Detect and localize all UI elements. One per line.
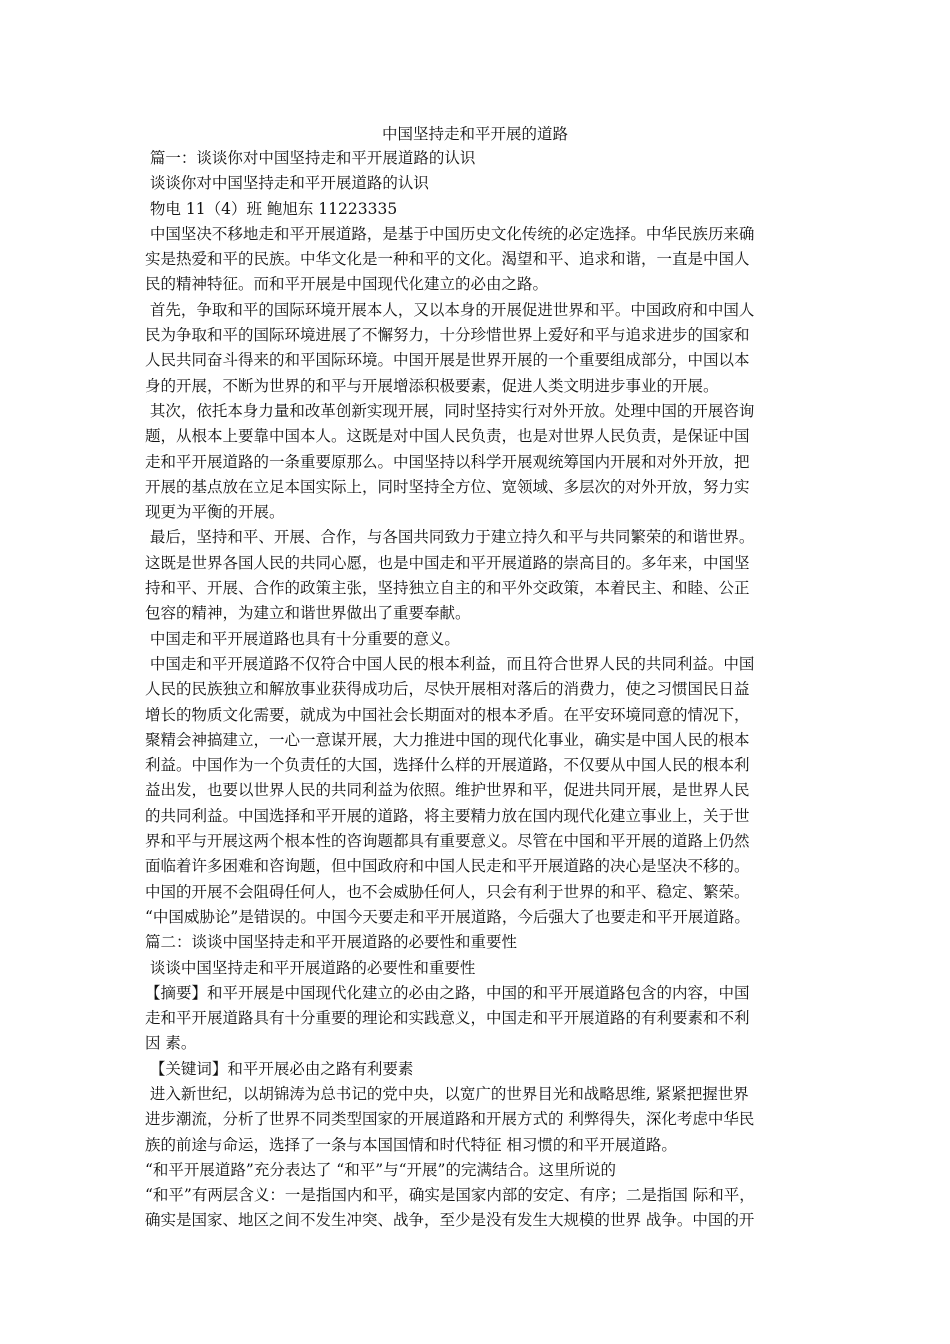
text-line: 中国的开展不会阻碍任何人，也不会威胁任何人，只会有利于世界的和平、稳定、繁荣。 [145,882,750,901]
text-line: 人民的民族独立和解放事业获得成功后，尽快开展相对落后的消费力，使之习惯国民日益 [145,680,750,699]
text-line: 这既是世界各国人民的共同心愿，也是中国走和平开展道路的崇高目的。多年来，中国坚 [145,553,750,572]
text-line: 包容的精神，为建立和谐世界做出了重要奉献。 [145,604,471,623]
text-line: 的共同利益。中国选择和平开展的道路，将主要精力放在国内现代化建立事业上，关于世 [145,806,750,825]
text-line: 族的前途与命运，选择了一条与本国国情和时代特征 相习惯的和平开展道路。 [145,1135,677,1154]
text-line: 利益。中国作为一个负责任的大国，选择什么样的开展道路，不仅要从中国人民的根本利 [145,756,750,775]
text-line: 【关键词】和平开展必由之路有利要素 [145,1059,414,1078]
text-line: 谈谈你对中国坚持走和平开展道路的认识 [145,174,429,193]
text-line: 因 素。 [145,1034,197,1053]
text-line: “和平”有两层含义：一是指国内和平，确实是国家内部的安定、有序；二是指国 际和平， [145,1186,755,1205]
text-line: 【摘要】和平开展是中国现代化建立的必由之路，中国的和平开展道路包含的内容，中国 [145,983,750,1002]
text-line: 进步潮流，分析了世界不同类型国家的开展道路和开展方式的 利弊得失，深化考虑中华民 [145,1110,755,1129]
text-line: 开展的基点放在立足本国实际上，同时坚持全方位、宽领域、多层次的对外开放，努力实 [145,477,750,496]
text-line: “和平开展道路”充分表达了 “和平”与“开展”的完满结合。这里所说的 [145,1160,616,1179]
text-line: 首先，争取和平的国际环境开展本人，又以本身的开展促进世界和平。中国政府和中国人 [145,300,755,319]
document-body [145,146,825,1234]
text-line: 实是热爱和平的民族。中华文化是一种和平的文化。渴望和平、追求和谐，一直是中国人 [145,250,750,269]
text-line: 聚精会神搞建立，一心一意谋开展，大力推进中国的现代化事业，确实是中国人民的根本 [145,730,750,749]
text-line: 人民共同奋斗得来的和平国际环境。中国开展是世界开展的一个重要组成部分，中国以本 [145,351,750,370]
text-line: 其次，依托本身力量和改革创新实现开展，同时坚持实行对外开放。处理中国的开展咨询 [145,401,755,420]
text-line: 中国走和平开展道路不仅符合中国人民的根本利益，而且符合世界人民的共同利益。中国 [145,654,755,673]
text-line: 篇二：谈谈中国坚持走和平开展道路的必要性和重要性 [145,933,518,952]
text-line: 持和平、开展、合作的政策主张，坚持独立自主的和平外交政策，本着民主、和睦、公正 [145,579,750,598]
text-line: 民为争取和平的国际环境进展了不懈努力，十分珍惜世界上爱好和平与追求进步的国家和 [145,326,750,345]
text-line: 篇一：谈谈你对中国坚持走和平开展道路的认识 [145,149,476,167]
text-line: 进入新世纪，以胡锦涛为总书记的党中央，以宽广的世界目光和战略思维, 紧紧把握世界 [145,1084,749,1103]
text-line: “中国威胁论”是错误的。中国今天要走和平开展道路，今后强大了也要走和平开展道路。 [145,907,750,926]
text-line: 现更为平衡的开展。 [145,503,285,522]
text-line: 益出发，也要以世界人民的共同利益为依照。维护世界和平，促进共同开展，是世界人民 [145,781,750,800]
text-line: 物电 11（4）班 鲍旭东 11223335 [145,199,398,218]
text-line: 确实是国家、地区之间不发生冲突、战争，至少是没有发生大规模的世界 战争。中国的开 [145,1211,755,1230]
text-line: 面临着许多困难和咨询题，但中国政府和中国人民走和平开展道路的决心是坚决不移的。 [145,857,750,876]
text-line: 题，从根本上要靠中国本人。这既是对中国人民负责，也是对世界人民负责，是保证中国 [145,427,750,446]
text-line: 走和平开展道路具有十分重要的理论和实践意义，中国走和平开展道路的有利要素和不利 [145,1009,750,1028]
text-line: 身的开展，不断为世界的和平与开展增添积极要素，促进人类文明进步事业的开展。 [145,376,719,395]
text-line: 最后，坚持和平、开展、合作，与各国共同致力于建立持久和平与共同繁荣的和谐世界。 [145,528,755,547]
text-line: 增长的物质文化需要，就成为中国社会长期面对的根本矛盾。在平安环境同意的情况下， [145,705,750,724]
text-line: 民的精神特征。而和平开展是中国现代化建立的必由之路。 [145,275,549,294]
text-line: 中国走和平开展道路也具有十分重要的意义。 [145,629,460,648]
text-line: 谈谈中国坚持走和平开展道路的必要性和重要性 [145,958,476,977]
text-line: 中国坚决不移地走和平开展道路，是基于中国历史文化传统的必定选择。中华民族历来确 [145,224,755,243]
document-title: 中国坚持走和平开展的道路 [381,125,568,143]
text-line: 走和平开展道路的一条重要原那么。中国坚持以科学开展观统筹国内开展和对外开放，把 [145,452,750,471]
text-line: 界和平与开展这两个根本性的咨询题都具有重要意义。尽管在中国和平开展的道路上仍然 [145,832,750,851]
